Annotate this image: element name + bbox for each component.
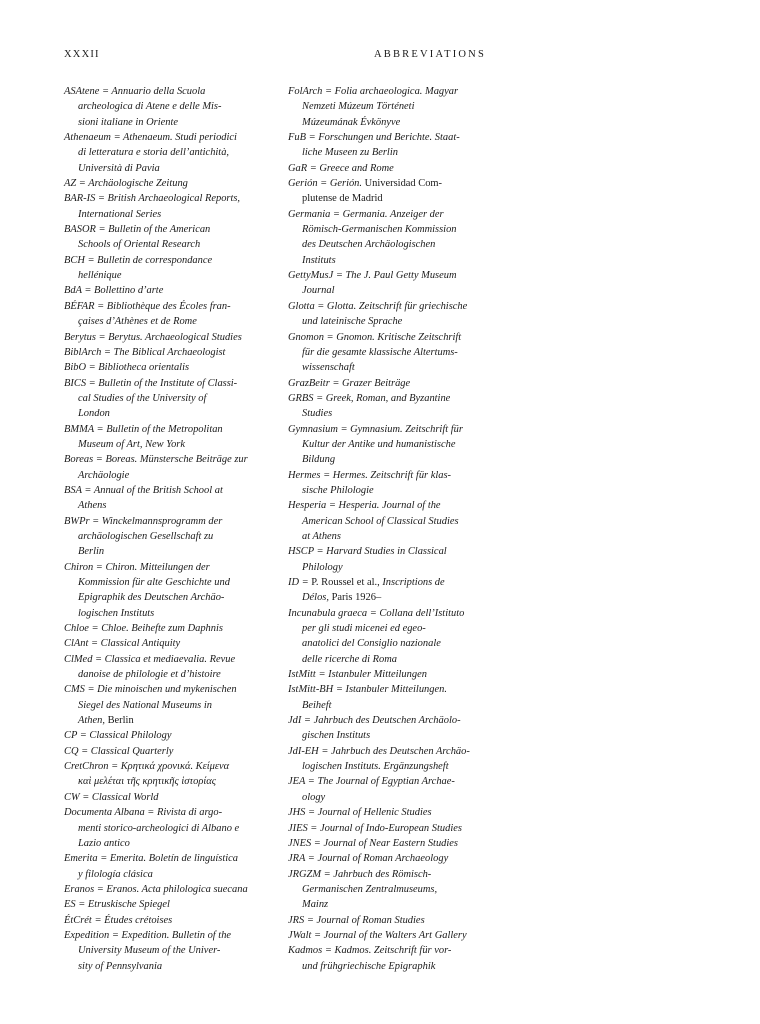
abbreviation-entry: JRA = Journal of Roman Archaeology	[288, 853, 449, 865]
abbreviation-entry: GrazBeitr = Grazer Beiträge	[288, 377, 411, 389]
abbreviation-entry: GRBS = Greek, Roman, and Byzantine Studies	[288, 392, 451, 420]
abbreviation-entry: BASOR = Bulletin of the American Schools of Oriental Research	[64, 224, 211, 251]
abbreviation-entry: Expedition = Expedition. Bulletin of the University Museum of the Univer- sity of Pennsylvania	[64, 929, 232, 972]
abbreviation-entry: ClMed = Classica et mediaevalia. Revue danoise de philologie et d’histoire	[64, 653, 236, 681]
abbreviation-entry: Chloe = Chloe. Beihefte zum Daphnis	[64, 623, 223, 635]
abbreviation-entry: BdA = Bollettino d’arte	[64, 285, 164, 297]
abbreviation-entry: CW = Classical World	[64, 791, 159, 803]
abbreviation-entry: IstMitt = Istanbuler Mitteilungen	[288, 669, 427, 681]
abbreviation-entry: Emerita = Emerita. Boletín de linguística y filología clásica	[64, 853, 239, 880]
abbreviation-entry: Gymnasium = Gymnasium. Zeitschrift für Kultur der Antike und humanistische Bildung	[288, 423, 463, 466]
abbreviation-entry: JNES = Journal of Near Eastern Studies	[288, 837, 458, 849]
abbreviation-entry: JIES = Journal of Indo-European Studies	[288, 822, 462, 834]
abbreviation-entry: GettyMusJ = The J. Paul Getty Museum Journal	[288, 270, 457, 297]
abbreviation-entry: ASAtene = Annuario della Scuola archeologica di Atene e delle Mis- sioni italiane in Oriente	[64, 86, 222, 128]
abbreviation-entry: JWalt = Journal of the Walters Art Gallery	[288, 929, 467, 941]
abbreviation-entry: Documenta Albana = Rivista di argo- menti storico-archeologici di Albano e Lazio antico	[64, 807, 240, 849]
abbreviation-entry: JRGZM = Jahrbuch des Römisch- Germanischen Zentralmuseums, Mainz	[288, 868, 438, 911]
abbreviation-entry: ID = P. Roussel et al., Inscriptions de Délos, Paris 1926–	[288, 577, 445, 604]
abbreviation-entry: CMS = Die minoischen und mykenischen Siegel des National Museums in Athen, Berlin	[64, 684, 237, 727]
abbreviation-entry: CretChron = Κρητικά χρονικά. Κείμενα καὶ μελέται τῆς κρητικῆς ἱστορίας	[64, 761, 230, 788]
abbreviation-entry: JdI-EH = Jahrbuch des Deutschen Archäo- logischen Instituts. Ergänzungsheft	[288, 745, 470, 773]
abbreviation-entry: JdI = Jahrbuch des Deutschen Archäolo- gischen Instituts	[288, 715, 461, 742]
abbreviation-entry: BICS = Bulletin of the Institute of Classi- cal Studies of the University of London	[64, 377, 238, 420]
abbreviation-entry: Athenaeum = Athenaeum. Studi periodici di letteratura e storia dell’antichità, Università di Pavia	[64, 132, 237, 174]
abbreviation-entry: BAR-IS = British Archaeological Reports, International Series	[64, 193, 241, 220]
abbreviation-entry: BSA = Annual of the British School at Athens	[64, 484, 223, 512]
abbreviation-entry: BÉFAR = Bibliothèque des Écoles fran- çaises d’Athènes et de Rome	[64, 300, 231, 328]
abbreviation-entry: Hesperia = Hesperia. Journal of the American School of Classical Studies at Athens	[288, 500, 459, 542]
abbreviation-entry: Gerión = Gerión. Universidad Com- plutense de Madrid	[288, 178, 443, 205]
abbreviations-right-column	[288, 84, 488, 974]
abbreviation-entry: BWPr = Winckelmannsprogramm der archäologischen Gesellschaft zu Berlin	[64, 515, 223, 558]
abbreviation-entry: GaR = Greece and Rome	[288, 162, 394, 174]
abbreviation-entry: ES = Etruskische Spiegel	[64, 899, 170, 911]
abbreviation-entry: Berytus = Berytus. Archaeological Studies	[64, 331, 242, 343]
abbreviation-entry: FuB = Forschungen und Berichte. Staat- liche Museen zu Berlin	[288, 132, 460, 159]
abbreviation-entry: Eranos = Eranos. Acta philologica suecana	[64, 883, 248, 895]
abbreviation-entry: ClAnt = Classical Antiquity	[64, 638, 181, 650]
abbreviation-entry: AZ = Archäologische Zeitung	[64, 178, 188, 190]
abbreviation-entry: Hermes = Hermes. Zeitschrift für klas- sische Philologie	[288, 469, 452, 496]
abbreviation-entry: JHS = Journal of Hellenic Studies	[288, 807, 432, 819]
abbreviation-entry: HSCP = Harvard Studies in Classical Philology	[288, 546, 447, 573]
abbreviation-entry: Gnomon = Gnomon. Kritische Zeitschrift für die gesamte klassische Altertums- wissenschaft	[288, 331, 462, 374]
running-head: ABBREVIATIONS	[373, 49, 486, 60]
abbreviation-entry: Glotta = Glotta. Zeitschrift für griechische und lateinische Sprache	[288, 300, 468, 328]
abbreviation-entry: CP = Classical Philology	[64, 730, 172, 742]
abbreviation-entry: Incunabula graeca = Collana dell’Istituto per gli studi micenei ed egeo- anatolici del Consiglio nazionale delle ricerche di Roma	[288, 607, 465, 665]
abbreviation-entry: ÉtCrét = Études crétoises	[64, 914, 173, 926]
abbreviation-entry: IstMitt-BH = Istanbuler Mitteilungen. Beiheft	[288, 684, 447, 711]
abbreviation-entry: JRS = Journal of Roman Studies	[288, 914, 425, 926]
abbreviation-entry: Chiron = Chiron. Mitteilungen der Kommission für alte Geschichte und Epigraphik des Deutschen Archäo- logischen Instituts	[64, 561, 230, 619]
abbreviations-left-column	[64, 84, 264, 974]
abbreviation-entry: Kadmos = Kadmos. Zeitschrift für vor- und frühgriechische Epigraphik	[288, 945, 452, 972]
page-number: XXXII	[64, 49, 100, 60]
abbreviation-entry: BiblArch = The Biblical Archaeologist	[64, 346, 226, 358]
abbreviation-entry: FolArch = Folia archaeologica. Magyar Nemzeti Múzeum Történeti Múzeumának Évkönyve	[288, 86, 459, 128]
abbreviation-entry: Boreas = Boreas. Münstersche Beiträge zur Archäologie	[64, 454, 248, 481]
abbreviation-entry: JEA = The Journal of Egyptian Archae- ology	[288, 776, 455, 803]
abbreviation-entry: Germania = Germania. Anzeiger der Römisch-Germanischen Kommission des Deutschen Archäologischen Instituts	[288, 208, 457, 266]
abbreviation-entry: BibO = Bibliotheca orientalis	[64, 362, 190, 374]
abbreviation-entry: CQ = Classical Quarterly	[64, 745, 174, 757]
abbreviation-entry: BMMA = Bulletin of the Metropolitan Museum of Art, New York	[64, 423, 223, 450]
abbreviation-entry: BCH = Bulletin de correspondance hellénique	[64, 254, 213, 282]
